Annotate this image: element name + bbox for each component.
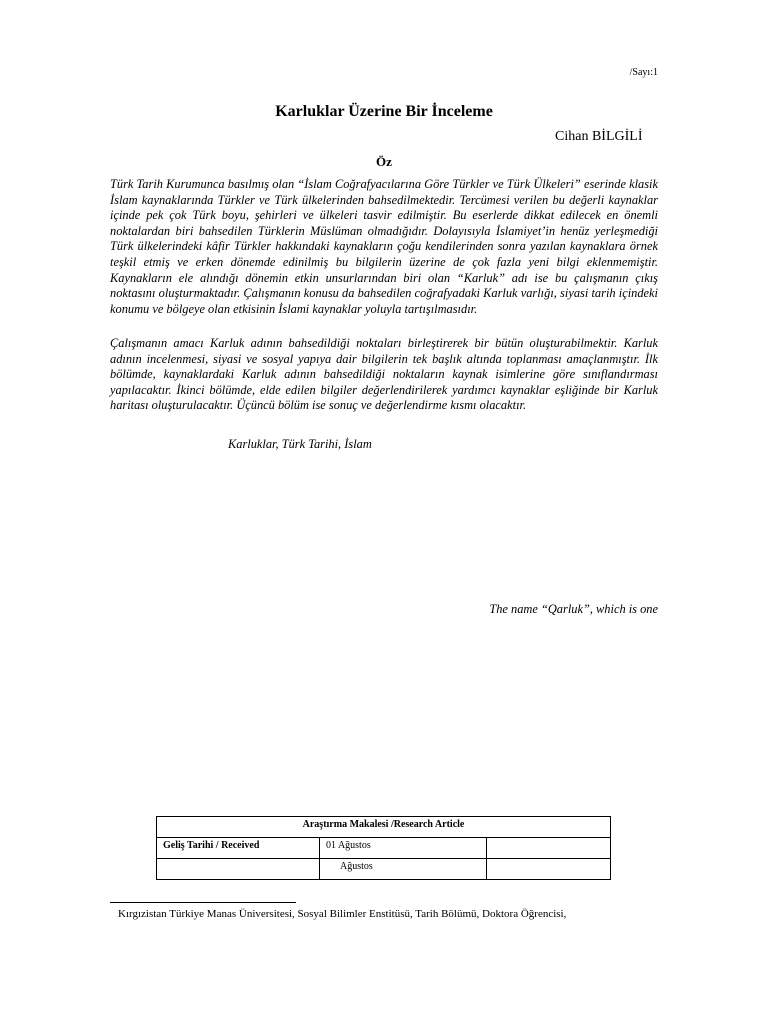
received-label-cell: Geliş Tarihi / Received bbox=[157, 838, 320, 859]
article-title: Karluklar Üzerine Bir İnceleme bbox=[275, 103, 493, 120]
abstract-paragraph-1: Türk Tarih Kurumunca basılmış olan “İslam Coğrafyacılarına Göre Türkler ve Türk Ülkeleri” eserinde klasik İslam kaynaklarında Türkler ve Türk ülkelerinden bahsedilmektedir. Tercümesi verilen bu değerli kaynaklar içinde pek çok Türk boyu, şehirleri ve ülkeleri tasvir edilmiştir. Bu eserlerde dikkat edilecek en önemli noktalardan biri bahsedilen Türklerin Müslüman olmadığıdır. Dolayısıyla İslamiyet’in henüz yerleşmediği Türk ülkelerindeki kâfir Türkler hakkındaki kaynakların çoğu kendilerinden sonra yazılan kaynaklara örnek teşkil etmiş ve erken dönemde edinilmiş bu bilgilerin üzerine de çok fazla yeni bilgi eklenmemiştir. Kaynakların ele alındığı dönemin etkin unsurlarından biri olan “Karluk” adı ise bu çalışmanın çıkış noktasını oluşturmaktadır. Çalışmanın konusu da bahsedilen coğrafyadaki Karluk varlığı, siyasi tarih içindeki konumu ve bölgeye olan etkisinin İslami kaynaklar yoluyla tartışılmasıdır. bbox=[110, 177, 658, 316]
accepted-date-cell: Ağustos bbox=[320, 859, 487, 880]
english-abstract-fragment: The name “Qarluk”, which is one bbox=[489, 602, 658, 616]
article-type-cell: Araştırma Makalesi /Research Article bbox=[157, 817, 611, 838]
abstract-paragraph-2: Çalışmanın amacı Karluk adının bahsedildiği noktaları birleştirerek bir bütün oluşturabilmektir. Karluk adının incelenmesi, siyasi ve sosyal yapıya dair bilgilerin tek başlık altında toplanması amaçlanmıştır. İlk bölümde, kaynaklardaki Karluk adının bahsedildiği noktaların kaynak isimlerine göre sınıflandırması yapılacaktır. İkinci bölümde, elde edilen bilgiler değerlendirilerek yardımcı kaynaklar eşliğinde bir Karluk haritası oluşturulacaktır. Üçüncü bölüm ise sonuç ve değerlendirme kısmı olacaktır. bbox=[110, 336, 658, 413]
empty-cell bbox=[487, 838, 611, 859]
footnote-separator bbox=[110, 902, 296, 903]
keywords: Karluklar, Türk Tarihi, İslam bbox=[228, 437, 372, 451]
article-info-table bbox=[156, 816, 611, 880]
table-row bbox=[157, 859, 611, 880]
empty-label-cell bbox=[157, 859, 320, 880]
table-header-row bbox=[157, 817, 611, 838]
table-row bbox=[157, 838, 611, 859]
abstract-heading: Öz bbox=[376, 154, 392, 169]
empty-cell bbox=[487, 859, 611, 880]
author-name: Cihan BİLGİLİ bbox=[555, 129, 643, 144]
issue-number: /Sayı:1 bbox=[629, 67, 658, 78]
received-date-cell: 01 Ağustos bbox=[320, 838, 487, 859]
footnote-text: Kırgızistan Türkiye Manas Üniversitesi, Sosyal Bilimler Enstitüsü, Tarih Bölümü, Doktora Öğrencisi, bbox=[118, 908, 567, 920]
